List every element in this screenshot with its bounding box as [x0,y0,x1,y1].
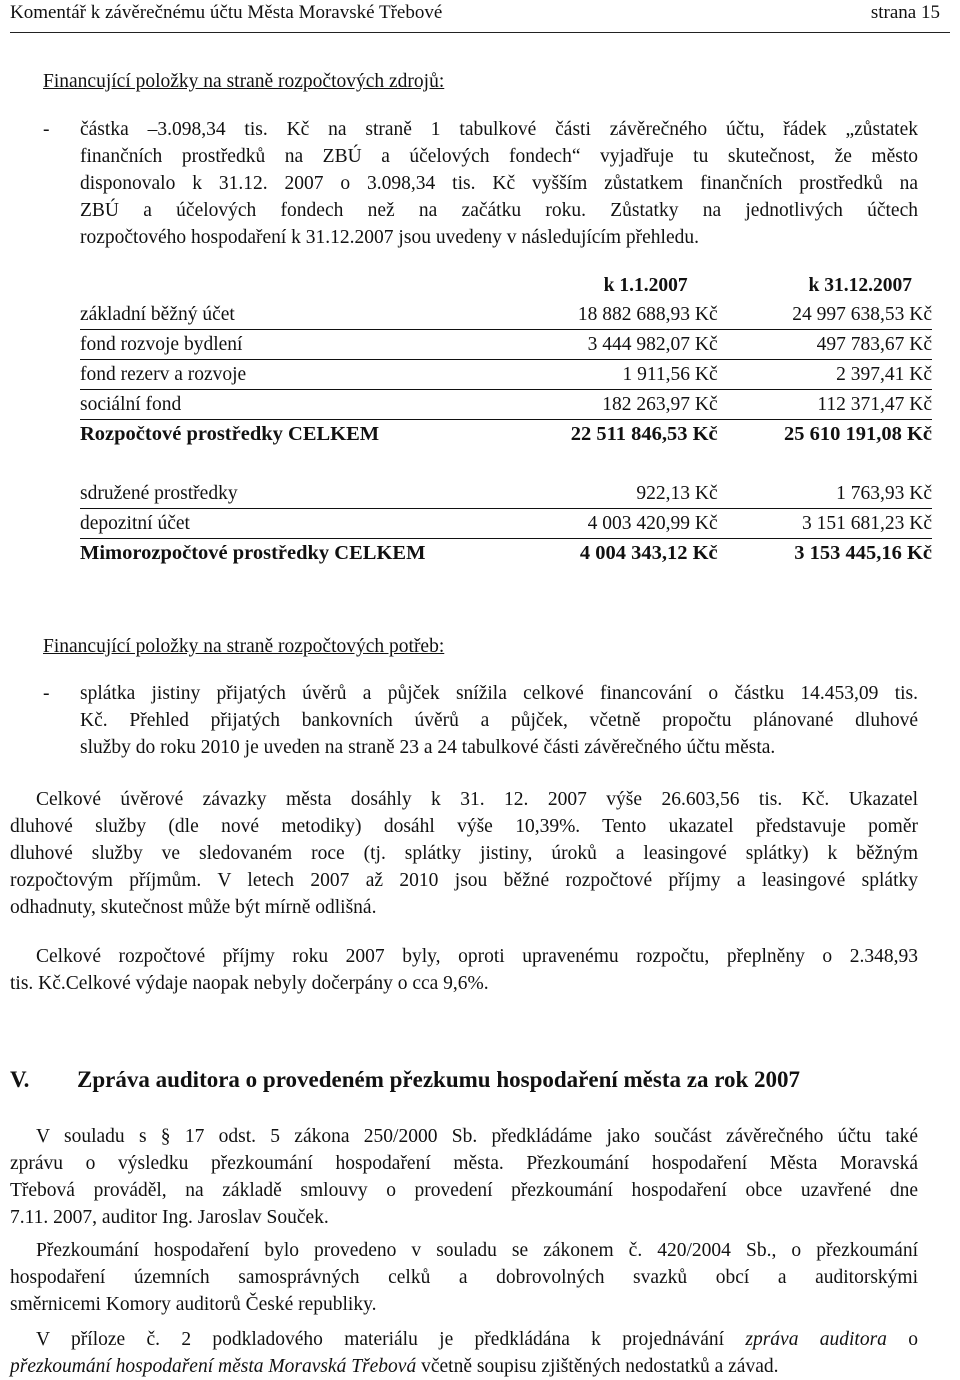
text-line: V souladu s § 17 odst. 5 zákona 250/2000 Sb. předkládáme jako součást závěrečného účtu také [36,1126,918,1147]
text-line: hospodaření územních samosprávných celků a dobrovolných svazků obcí a auditorskými [10,1267,918,1288]
table-row: depozitní účet 4 003 420,99 Kč 3 151 681,23 Kč [80,509,932,539]
table-header-row [80,271,932,300]
section-heading-sources: Financující položky na straně rozpočtových zdrojů: [43,71,445,92]
table-total-row: Rozpočtové prostředky CELKEM 22 511 846,53 Kč 25 610 191,08 Kč [80,423,932,445]
text-line: rozpočtového hospodaření k 31.12.2007 jsou uvedeny v následujícím přehledu. [80,227,699,248]
page-number: strana 15 [870,2,940,23]
text-line: částka –3.098,34 tis. Kč na straně 1 tabulkové části závěrečného účtu, řádek „zůstatek [80,119,918,140]
text-line: dluhové služby ve sledovaném roce (tj. splátky jistiny, úroků a leasingové splátky) k běžným [10,843,918,864]
text-line: V příloze č. 2 podkladového materiálu je předkládána k projednávání zpráva auditora o [36,1329,919,1350]
text-line: splátka jistiny přijatých úvěrů a půjček snížila celkové financování o částku 14.453,09 tis. [80,683,918,704]
balances-table [80,271,932,568]
audit-paragraph [10,1123,918,1231]
text-line: ZBÚ a účelových fondech než na začátku roku. Zůstatky na jednotlivých účtech [80,200,918,221]
text-line: přezkoumání hospodaření města Moravská Třebová včetně soupisu zjištěných nedostatků a závad. [10,1356,779,1377]
text-line: rozpočtovým příjmům. V letech 2007 až 2010 jsou běžné rozpočtové příjmy a leasingové splátky [10,870,918,891]
document-title: Komentář k závěrečnému účtu Města Moravské Třebové [10,2,443,23]
text-line: 7.11. 2007, auditor Ing. Jaroslav Souček. [10,1207,329,1228]
section-number: V. [10,1067,30,1092]
text-line: dluhové služby (dle nové metodiky) dosáhl výše 10,39%. Tento ukazatel představuje poměr [10,816,918,837]
col-header: k 31.12.2007 [808,275,912,296]
sources-paragraph [80,116,918,251]
text-line: Přezkoumání hospodaření bylo provedeno v souladu se zákonem č. 420/2004 Sb., o přezkoumání [36,1240,918,1261]
list-dash: - [43,119,50,140]
table-row: sociální fond 182 263,97 Kč 112 371,47 Kč [80,390,932,420]
table-row: sdružené prostředky 922,13 Kč 1 763,93 Kč [80,479,932,509]
text-line: disponovalo k 31.12. 2007 o 3.098,34 tis. Kč vyšším zůstatkem finančních prostředků na [80,173,918,194]
section-heading-needs: Financující položky na straně rozpočtových potřeb: [43,636,445,657]
attachment-paragraph [10,1326,918,1380]
text-line: Kč. Přehled přijatých bankovních úvěrů a půjček, včetně propočtu plánované dluhové [80,710,918,731]
text-line: služby do roku 2010 je uveden na straně 23 a 24 tabulkové části závěrečného účtu města. [80,737,776,758]
text-line: Celkové rozpočtové příjmy roku 2007 byly, oproti upravenému rozpočtu, přeplněny o 2.348,93 [36,946,918,967]
col-header: k 1.1.2007 [603,275,688,296]
text-line: Třebová prováděl, na základě smlouvy o provedení přezkoumání hospodaření obce uzavřené dne [10,1180,918,1201]
section-title: Zpráva auditora o provedeném přezkumu hospodaření města za rok 2007 [77,1067,801,1092]
table-row: fond rezerv a rozvoje 1 911,56 Kč 2 397,41 Kč [80,360,932,390]
table-row: základní běžný účet 18 882 688,93 Kč 24 997 638,53 Kč [80,300,932,330]
page-header [10,0,950,33]
text-line: tis. Kč.Celkové výdaje naopak nebyly dočerpány o cca 9,6%. [10,973,489,994]
text-line: Celkové úvěrové závazky města dosáhly k 31. 12. 2007 výše 26.603,56 tis. Kč. Ukazatel [36,789,918,810]
needs-paragraph [80,680,918,761]
table-row: fond rozvoje bydlení 3 444 982,07 Kč 497 783,67 Kč [80,330,932,360]
review-paragraph [10,1237,918,1318]
text-line: zprávu o výsledku přezkoumání hospodaření města. Přezkoumání hospodaření Města Moravská [10,1153,918,1174]
revenue-paragraph [10,943,918,997]
debt-paragraph [10,786,918,921]
list-dash: - [43,683,50,704]
text-line: finančních prostředků na ZBÚ a účelových fondech“ vyjadřuje tu skutečnost, že město [80,146,918,167]
table-total-row: Mimorozpočtové prostředky CELKEM 4 004 343,12 Kč 3 153 445,16 Kč [80,542,932,564]
text-line: směrnicemi Komory auditorů České republiky. [10,1294,377,1315]
text-line: odhadnuty, skutečnost může být mírně odlišná. [10,897,377,918]
